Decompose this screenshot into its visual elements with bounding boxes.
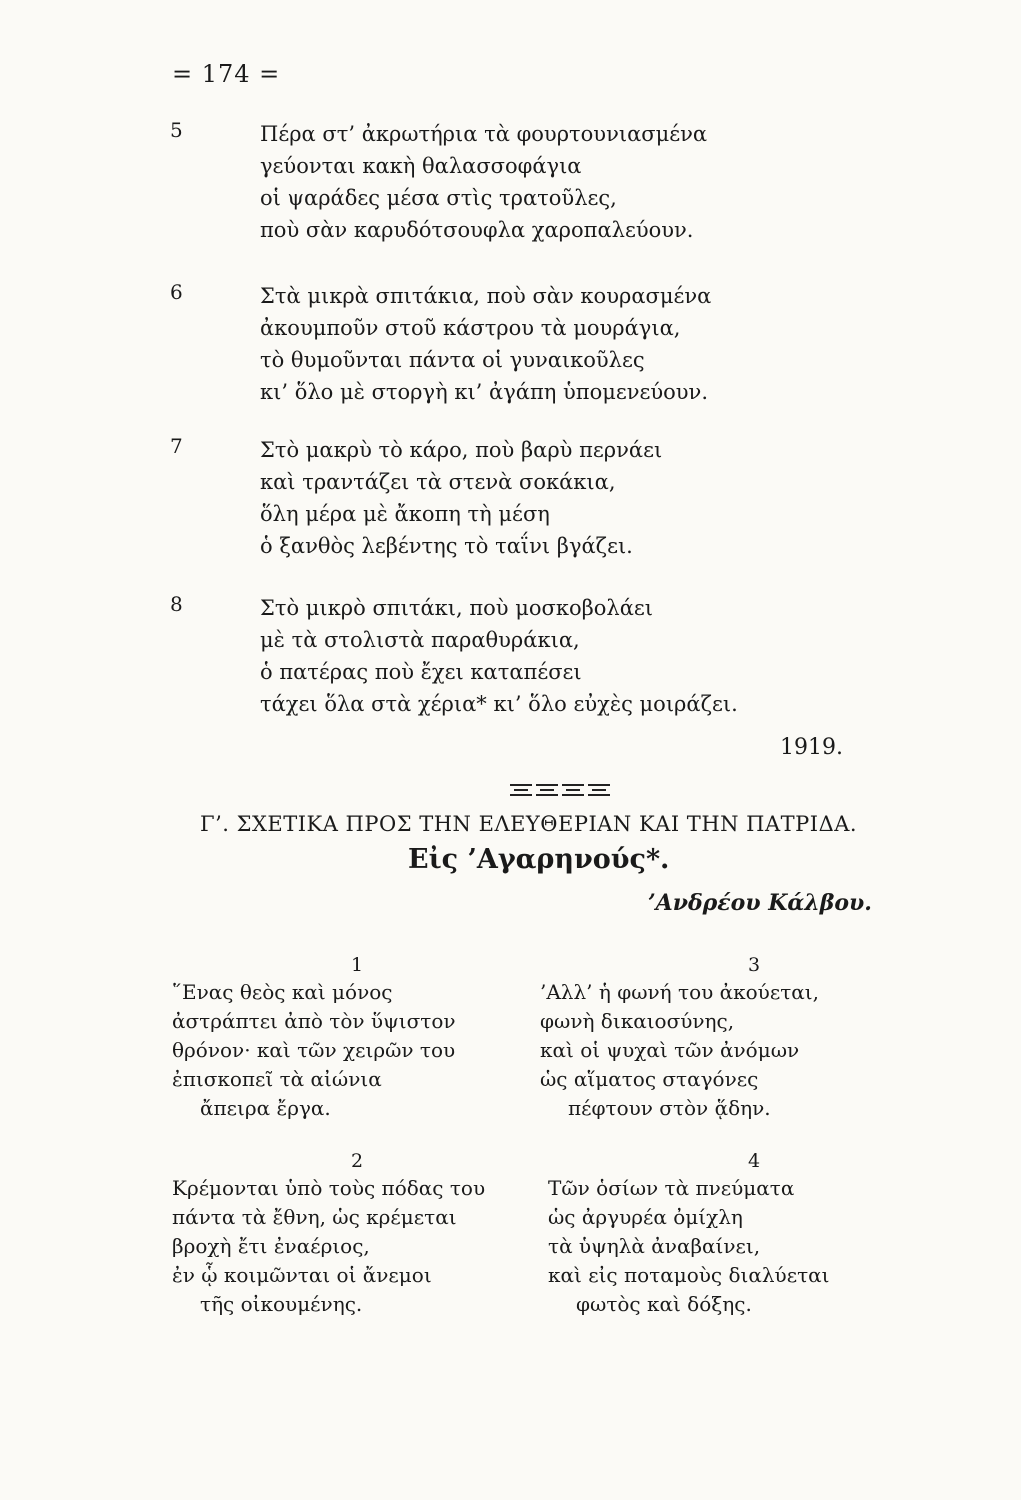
verse-line: οἱ ψαράδες μέσα στὶς τρατοῦλες, (260, 186, 617, 210)
ode-stanza-4 (548, 1148, 878, 1319)
verse-line: ὁ ξανθὸς λεβέντης τὸ ταΐνι βγάζει. (260, 534, 633, 558)
stanza-number: 4 (748, 1150, 761, 1172)
verse-line: βροχὴ ἔτι ἐναέριος, (172, 1234, 370, 1258)
verse-line: Πέρα στ’ ἀκρωτήρια τὰ φουρτουνιασμένα (260, 122, 708, 146)
verse-line: Κρέμονται ὑπὸ τοὺς πόδας του (172, 1176, 486, 1200)
ode-stanza-3 (540, 952, 870, 1123)
poem-year: 1919. (780, 735, 843, 760)
verse-line: τῆς οἰκουμένης. (200, 1292, 363, 1316)
stanza-lines (260, 118, 707, 246)
stanza-lines (260, 592, 738, 720)
verse-line: ἀστράπτει ἀπὸ τὸν ὕψιστον (172, 1009, 456, 1033)
verse-line: Στὸ μακρὺ τὸ κάρο, ποὺ βαρὺ περνάει (260, 438, 663, 462)
verse-line: πέφτουν στὸν ᾅδην. (568, 1096, 771, 1120)
verse-line: ποὺ σὰν καρυδότσουφλα χαροπαλεύουν. (260, 218, 694, 242)
ode-stanza-1 (172, 952, 502, 1123)
verse-line: Στὰ μικρὰ σπιτάκια, ποὺ σὰν κουρασμένα (260, 284, 712, 308)
verse-line: Στὸ μικρὸ σπιτάκι, ποὺ μοσκοβολάει (260, 596, 654, 620)
verse-line: Τῶν ὁσίων τὰ πνεύματα (548, 1176, 795, 1200)
verse-line: ῞Ενας θεὸς καὶ μόνος (172, 980, 393, 1004)
stanza-lines (260, 280, 711, 408)
verse-line: ὅλη μέρα μὲ ἄκοπη τὴ μέση (260, 502, 550, 526)
verse-line: θρόνον· καὶ τῶν χειρῶν του (172, 1038, 456, 1062)
stanza-number: 8 (170, 592, 183, 616)
stanza-number: 1 (350, 954, 364, 976)
verse-line: ἄπειρα ἔργα. (200, 1096, 331, 1120)
page-number: = 174 = (172, 60, 281, 88)
ornament-divider-icon (508, 782, 612, 798)
verse-line: φωτὸς καὶ δόξης. (576, 1292, 752, 1316)
verse-line: τὸ θυμοῦνται πάντα οἱ γυναικοῦλες (260, 348, 645, 372)
poem-title: Εἰς ’Αγαρηνούς*. (408, 844, 670, 875)
verse-line: γεύονται κακὴ θαλασσοφάγια (260, 154, 582, 178)
stanza-lines (260, 434, 662, 562)
poem-author: ’Ανδρέου Κάλβου. (648, 890, 872, 916)
verse-line: ὡς αἵματος σταγόνες (540, 1067, 759, 1091)
verse-line: ἐν ᾧ κοιμῶνται οἱ ἄνεμοι (172, 1263, 432, 1287)
verse-line: ὁ πατέρας ποὺ ἔχει καταπέσει (260, 660, 582, 684)
verse-line: πάντα τὰ ἔθνη, ὡς κρέμεται (172, 1205, 457, 1229)
verse-line: ἐπισκοπεῖ τὰ αἰώνια (172, 1067, 382, 1091)
ode-stanza-2 (172, 1148, 532, 1319)
verse-line: τὰ ὑψηλὰ ἀναβαίνει, (548, 1234, 761, 1258)
verse-line: ’Αλλ’ ἡ φωνή του ἀκούεται, (540, 980, 819, 1004)
verse-line: κι’ ὅλο μὲ στοργὴ κι’ ἀγάπη ὑπομενεύουν. (260, 380, 709, 404)
stanza-number: 6 (170, 280, 183, 304)
stanza-number: 3 (748, 954, 761, 976)
verse-line: φωνὴ δικαιοσύνης, (540, 1009, 735, 1033)
verse-line: καὶ τραντάζει τὰ στενὰ σοκάκια, (260, 470, 616, 494)
verse-line: καὶ εἰς ποταμοὺς διαλύεται (548, 1263, 830, 1287)
stanza-number: 7 (170, 434, 183, 458)
stanza-number: 2 (350, 1150, 364, 1172)
verse-line: ἀκουμποῦν στοῦ κάστρου τὰ μουράγια, (260, 316, 681, 340)
verse-line: μὲ τὰ στολιστὰ παραθυράκια, (260, 628, 580, 652)
stanza-number: 5 (170, 118, 183, 142)
verse-line: τάχει ὅλα στὰ χέρια* κι’ ὅλο εὐχὲς μοιράζει. (260, 692, 738, 716)
section-heading: Γ’. ΣΧΕΤΙΚΑ ΠΡΟΣ ΤΗΝ ΕΛΕΥΘΕΡΙΑΝ ΚΑΙ ΤΗΝ ΠΑΤΡΙΔΑ. (200, 812, 858, 836)
verse-line: καὶ οἱ ψυχαὶ τῶν ἀνόμων (540, 1038, 800, 1062)
verse-line: ὡς ἀργυρέα ὀμίχλη (548, 1205, 743, 1229)
